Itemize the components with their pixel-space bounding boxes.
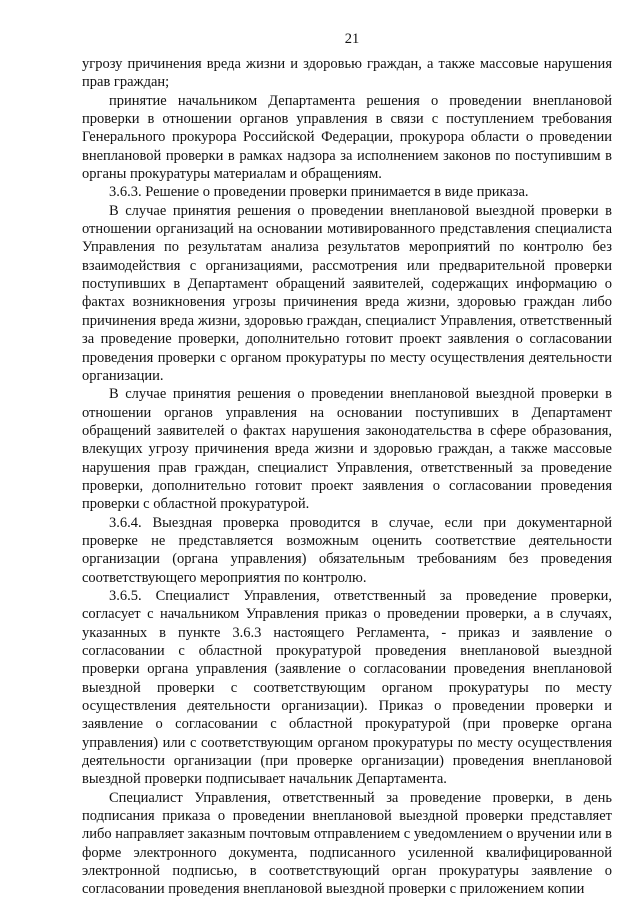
paragraph-prosecutor-requirement: принятие начальником Департамента решения о проведении внеплановой проверки в отношении органов управления в связи с поступлением требования Генерального прокурора Российской Федерации, прокурора области о проведении внеплановой проверки в рамках надзора за исполнением законов по поступившим в органы прокуратуры материалам и обращениям. [82,92,612,183]
paragraph-organizations-inspection: В случае принятия решения о проведении внеплановой выездной проверки в отношении организаций на основании мотивированного представления специалиста Управления по результатам анализа результатов мероприятий по контролю без взаимодействия с организациями, рассмотрения или предварительной проверки поступивших в Департамент обращений заявителей, содержащих информацию о фактах возникновения угрозы причинения вреда жизни, здоровью граждан либо причинения вреда жизни, здоровью граждан, специалист Управления, ответственный за проведение проверки, дополнительно готовит проект заявления о согласовании проведения проверки с органом прокуратуры по месту осуществления деятельности организации. [82,202,612,384]
paragraph-specialist-submission: Специалист Управления, ответственный за проведение проверки, в день подписания приказа о проведении внеплановой выездной проверки представляет либо направляет заказным почтовым отправлением с уведомлением о вручении или в форме электронного документа, подписанного усиленной квалифицированной электронной подписью, в соответствующий орган прокуратуры заявление о согласовании проведения внеплановой выездной проверки с приложением копии [82,789,612,898]
page-number: 21 [344,31,360,47]
document-body [82,55,612,899]
paragraph-3-6-4: 3.6.4. Выездная проверка проводится в случае, если при документарной проверке не представляется возможным оценить соответствие деятельности организации (органа управления) обязательным требованиям без проведения соответствующего мероприятия по контролю. [82,514,612,586]
paragraph-3-6-5: 3.6.5. Специалист Управления, ответственный за проведение проверки, согласует с начальником Управления приказ о проведении проверки, а в случаях, указанных в пункте 3.6.3 настоящего Регламента, - приказ и заявление о согласовании с областной прокуратурой проведения внеплановой выездной проверки органа управления (заявление о согласовании проведения внеплановой выездной проверки с соответствующим органом прокуратуры по месту осуществления деятельности организации). Приказ о проведении проверки и заявление о согласовании с областной прокуратурой (при проверке органа управления) или с соответствующим органом прокуратуры по месту осуществления деятельности организации (при проверке организации) проведения внеплановой выездной проверки подписывает начальник Департамента. [82,587,612,788]
paragraph-management-bodies-inspection: В случае принятия решения о проведении внеплановой выездной проверки в отношении органов управления на основании поступивших в Департамент обращений заявителей о фактах нарушения законодательства в сфере образования, влекущих угрозу причинения вреда жизни и здоровью граждан, а также массовые нарушения прав граждан, специалист Управления, ответственный за проведение проверки, дополнительно готовит проект заявления о согласовании проведения проверки с областной прокуратурой. [82,386,612,513]
paragraph-3-6-3: 3.6.3. Решение о проведении проверки принимается в виде приказа. [109,184,529,201]
paragraph-continuation: угрозу причинения вреда жизни и здоровью граждан, а также массовые нарушения прав граждан; [82,56,612,91]
